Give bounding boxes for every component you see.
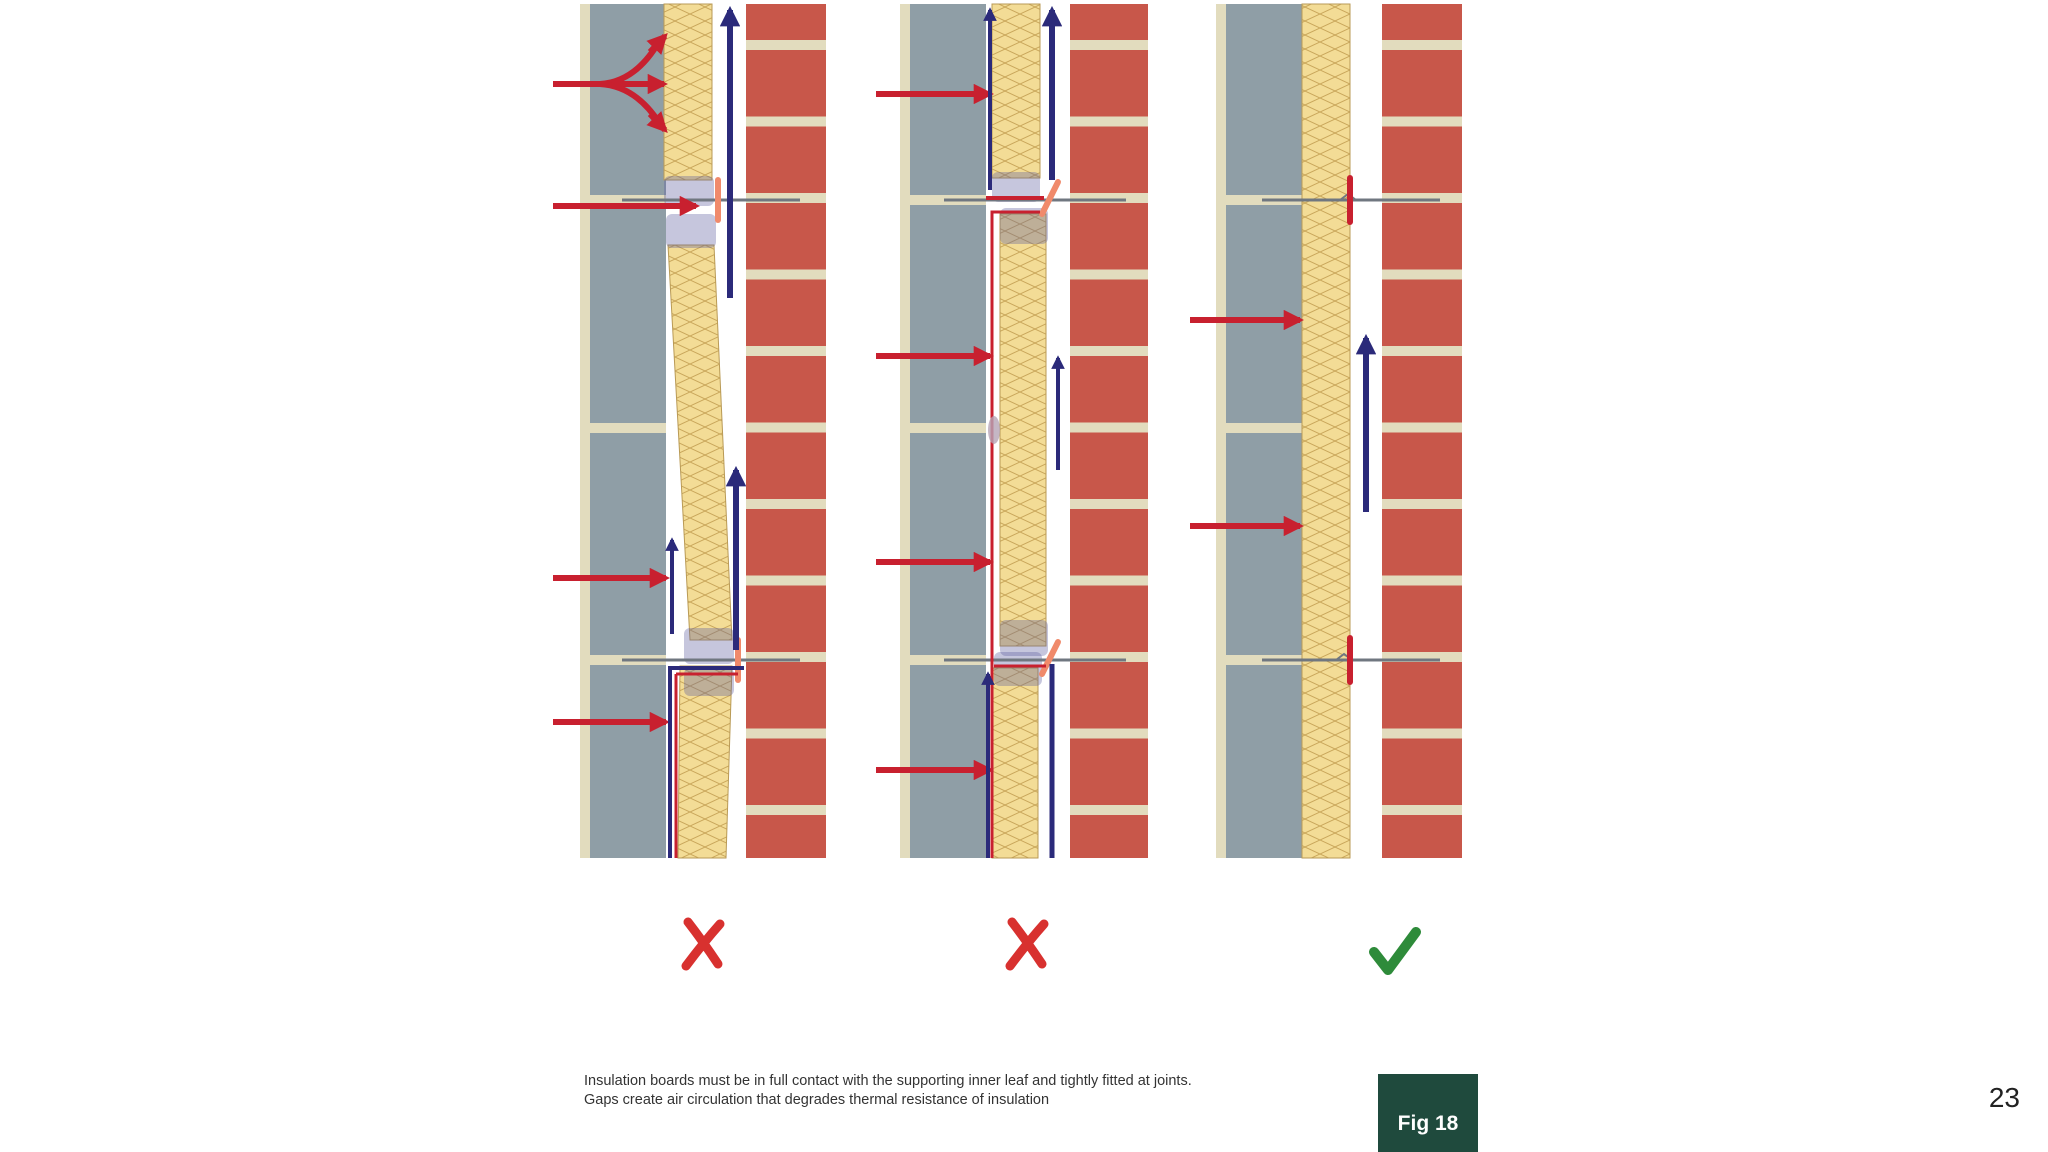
insulation-retaining-clip	[1042, 182, 1058, 214]
brick-mortar-joint	[1382, 423, 1462, 433]
brick-mortar-joint	[1382, 40, 1462, 50]
brick-mortar-joint	[1382, 805, 1462, 815]
brick-mortar-joint	[1070, 270, 1148, 280]
brick-mortar-joint	[1382, 499, 1462, 509]
panel-1-poor-fit	[553, 4, 826, 966]
brick-mortar-joint	[1070, 729, 1148, 739]
insulation-board-p2c	[992, 668, 1038, 858]
brick-mortar-joint	[1070, 805, 1148, 815]
panel-3-correct-fit	[1190, 4, 1462, 970]
block-mortar-joint	[1226, 423, 1302, 433]
brick-mortar-joint	[1070, 40, 1148, 50]
brick-mortar-joint	[1070, 499, 1148, 509]
brick-mortar-joint	[1070, 346, 1148, 356]
page-number: 23	[1988, 1082, 2020, 1113]
brick-mortar-joint	[1070, 576, 1148, 586]
figure-caption	[584, 1072, 1304, 1110]
plaster-strip-p2	[900, 4, 910, 858]
brick-mortar-joint	[1382, 270, 1462, 280]
panel-2-gaps-behind-board	[876, 4, 1148, 966]
brick-mortar-joint	[1382, 346, 1462, 356]
brick-mortar-joint	[746, 423, 826, 433]
air-gap-highlight	[994, 652, 1042, 686]
brick-mortar-joint	[1382, 729, 1462, 739]
insulation-board-p2b	[1000, 214, 1046, 646]
brick-mortar-joint	[746, 576, 826, 586]
brick-mortar-joint	[746, 117, 826, 127]
insulation-board-p3a	[1302, 4, 1350, 858]
brick-mortar-joint	[746, 40, 826, 50]
plaster-strip-p1	[580, 4, 590, 858]
air-gap-highlight	[684, 668, 734, 696]
caption-line-2: Gaps create air circulation that degrades thermal resistance of insulation	[584, 1092, 1050, 1108]
air-gap-highlight	[1000, 620, 1048, 656]
air-gap-highlight	[666, 214, 716, 248]
brick-mortar-joint	[1382, 576, 1462, 586]
insulation-board-p1a	[664, 4, 712, 180]
brick-mortar-joint	[746, 499, 826, 509]
brick-mortar-joint	[1070, 117, 1148, 127]
brick-mortar-joint	[1382, 117, 1462, 127]
plaster-strip-p3	[1216, 4, 1226, 858]
insulation-board-p1b	[668, 245, 732, 640]
brick-mortar-joint	[1070, 423, 1148, 433]
brick-mortar-joint	[746, 270, 826, 280]
block-mortar-joint	[590, 423, 666, 433]
insulation-board-p2a	[992, 4, 1040, 178]
heat-flow-path	[988, 198, 1044, 200]
brick-mortar-joint	[746, 805, 826, 815]
check-mark-stroke	[1374, 932, 1416, 970]
caption-line-1: Insulation boards must be in full contact with the supporting inner leaf and tightly fitted at joints.	[584, 1073, 1192, 1089]
block-mortar-joint	[910, 423, 986, 433]
brick-mortar-joint	[746, 729, 826, 739]
air-gap-highlight	[988, 416, 1000, 444]
brick-mortar-joint	[746, 346, 826, 356]
figure-label-badge: Fig 18	[1378, 1074, 1478, 1152]
